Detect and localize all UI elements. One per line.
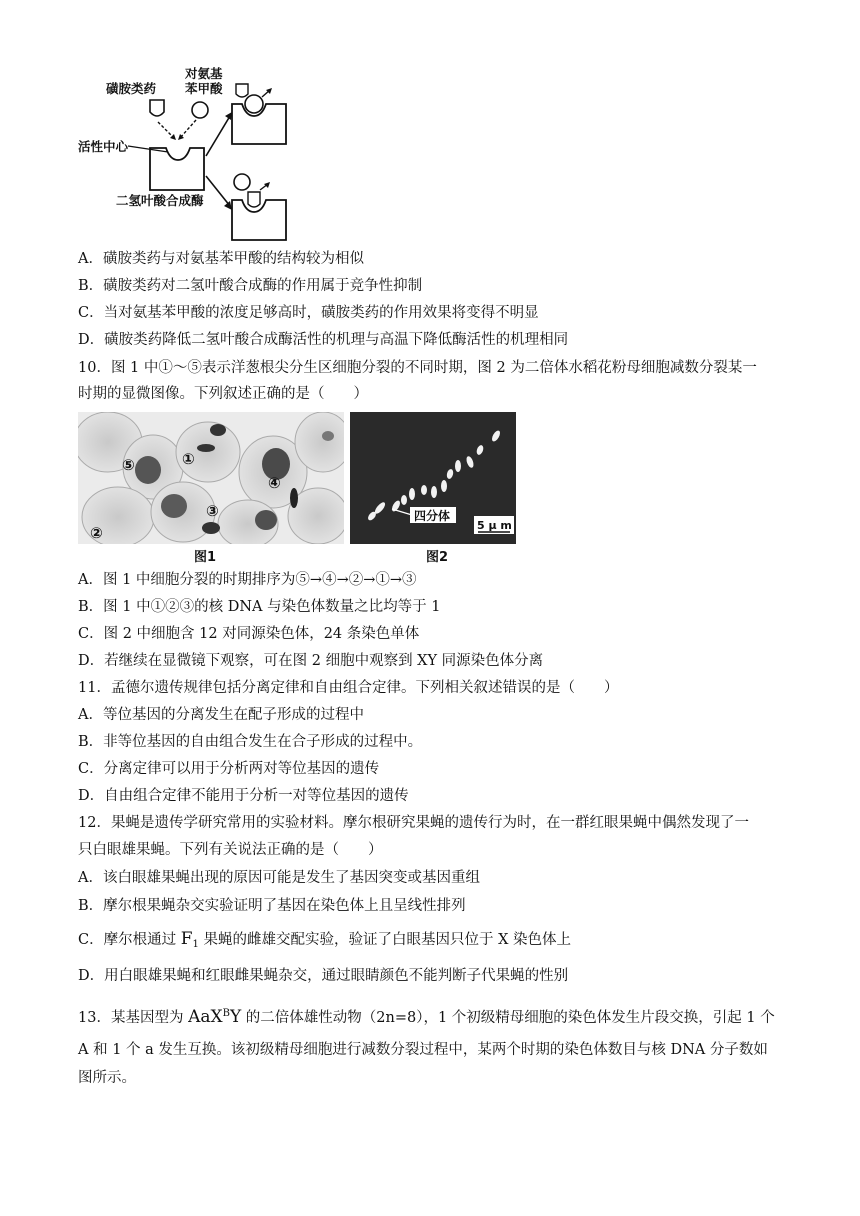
q12-stem-line2: 只白眼雄果蝇。下列有关说法正确的是（ ） xyxy=(78,842,383,858)
sulfa-label: 磺胺类药 xyxy=(106,81,157,96)
q10-option-d: D．若继续在显微镜下观察，可在图 2 细胞中观察到 XY 同源染色体分离 xyxy=(78,653,544,669)
active-center-label: 活性中心 xyxy=(78,139,129,154)
figure-2-micrograph xyxy=(350,412,516,544)
paba-label-line1: 对氨基 xyxy=(185,66,223,81)
q11-option-d: D．自由组合定律不能用于分析一对等位基因的遗传 xyxy=(78,788,409,804)
q10-option-c: C．图 2 中细胞含 12 对同源染色体，24 条染色单体 xyxy=(78,626,420,642)
dashed-arrow-paba xyxy=(180,120,196,138)
q13-stem-line2: A 和 1 个 a 发生互换。该初级精母细胞进行减数分裂过程中，某两个时期的染色体数目与核 DNA 分子数如 xyxy=(78,1042,768,1058)
fig1-marker-4: ④ xyxy=(268,474,281,492)
sulfa-molecule-shape xyxy=(150,100,164,116)
paba-label-line2: 苯甲酸 xyxy=(185,81,223,96)
q12-option-a: A．该白眼雄果蝇出现的原因可能是发生了基因突变或基因重组 xyxy=(78,870,480,886)
q10-option-a: A．图 1 中细胞分裂的时期排序为⑤→④→②→①→③ xyxy=(78,572,417,588)
fig1-marker-3: ③ xyxy=(206,502,219,520)
q10-stem-line1: 10．图 1 中①～⑤表示洋葱根尖分生区细胞分裂的不同时期，图 2 为二倍体水稻花粉母细胞减数分裂某一 xyxy=(78,360,757,376)
enzyme-label: 二氢叶酸合成酶 xyxy=(116,193,204,208)
q13-genotype: AaX xyxy=(188,1007,223,1027)
q9-option-d: D．磺胺类药降低二氢叶酸合成酶活性的机理与高温下降低酶活性的机理相同 xyxy=(78,332,569,348)
fig2-scale-label: 5 μ m xyxy=(477,519,512,532)
dashed-arrow-sulfa xyxy=(158,122,174,138)
figure-1-caption: 图1 xyxy=(194,550,217,565)
q13-stem-line3: 图所示。 xyxy=(78,1070,136,1086)
figure-2-caption: 图2 xyxy=(426,550,449,565)
fig1-marker-2: ② xyxy=(90,524,103,542)
q10-option-b: B．图 1 中①②③的核 DNA 与染色体数量之比均等于 1 xyxy=(78,599,441,615)
q11-option-c: C．分离定律可以用于分析两对等位基因的遗传 xyxy=(78,761,380,777)
q11-stem: 11．孟德尔遗传规律包括分离定律和自由组合定律。下列相关叙述错误的是（ ） xyxy=(78,680,619,696)
q12-stem-line1: 12．果蝇是遗传学研究常用的实验材料。摩尔根研究果蝇的遗传行为时，在一群红眼果蝇中偶然发现了一 xyxy=(78,815,749,831)
q11-option-b: B．非等位基因的自由组合发生在合子形成的过程中。 xyxy=(78,734,423,750)
enzyme-inhibition-diagram xyxy=(70,60,310,250)
q9-option-b: B．磺胺类药对二氢叶酸合成酶的作用属于竞争性抑制 xyxy=(78,278,423,294)
q12-option-d: D．用白眼雄果蝇和红眼雌果蝇杂交，通过眼睛颜色不能判断子代果蝇的性别 xyxy=(78,968,569,984)
q9-option-a: A．磺胺类药与对氨基苯甲酸的结构较为相似 xyxy=(78,251,364,267)
enzyme-shape xyxy=(150,148,204,190)
fig1-marker-5: ⑤ xyxy=(122,456,135,474)
q9-option-c: C．当对氨基苯甲酸的浓度足够高时，磺胺类药的作用效果将变得不明显 xyxy=(78,305,539,321)
fig2-tetrad-label: 四分体 xyxy=(414,509,451,523)
paba-molecule-shape xyxy=(192,102,208,118)
q11-option-a: A．等位基因的分离发生在配子形成的过程中 xyxy=(78,707,364,723)
q13-stem-line1: 13．某基因型为 AaX$^B$Y 的二倍体雄性动物（2n=8），1 个初级精母细胞的染色体发生片段交换，引起 1 个 xyxy=(78,1007,775,1027)
enzyme-with-sulfa xyxy=(232,200,286,240)
q10-stem-line2: 时期的显微图像。下列叙述正确的是（ ） xyxy=(78,386,368,402)
q12-option-b: B．摩尔根果蝇杂交实验证明了基因在染色体上且呈线性排列 xyxy=(78,898,466,914)
q12-option-c: C．摩尔根通过 $F_1$ 果蝇的雌雄交配实验，验证了白眼基因只位于 X 染色体上 xyxy=(78,929,572,950)
figure-1-micrograph xyxy=(78,412,344,544)
fig1-marker-1: ① xyxy=(182,450,195,468)
